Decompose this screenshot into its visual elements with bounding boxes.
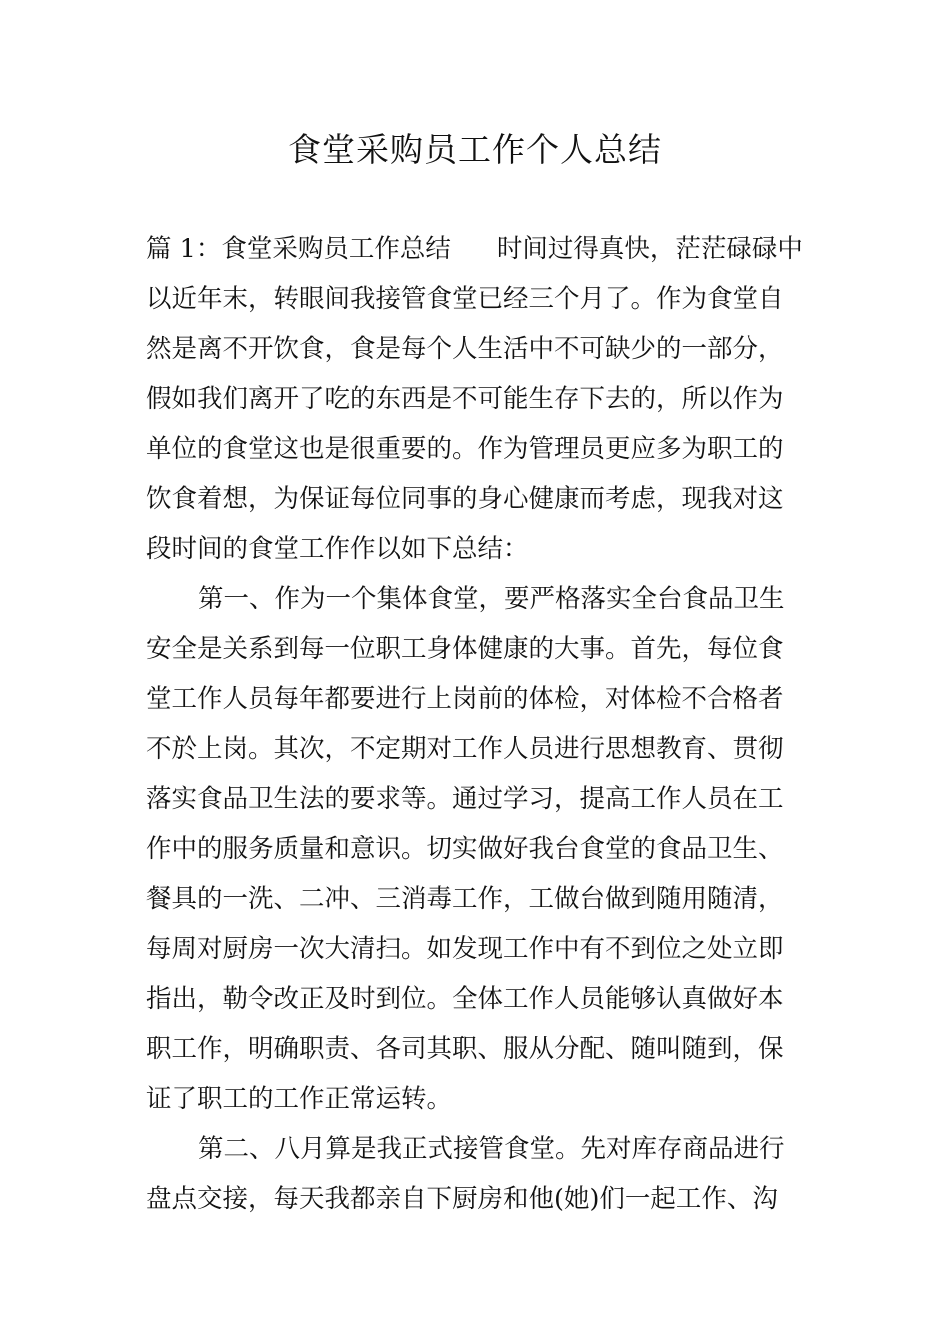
paragraph-first-line: 第一、作为一个集体食堂，要严格落实全台食品卫生 <box>198 584 785 614</box>
text-line: 职工作，明确职责、各司其职、服从分配、随叫随到，保 <box>146 1034 784 1064</box>
text-line: 作中的服务质量和意识。切实做好我台食堂的食品卫生、 <box>146 834 784 864</box>
text-line: 安全是关系到每一位职工身体健康的大事。首先，每位食 <box>146 634 784 664</box>
document-body <box>146 224 806 1224</box>
text-line: 不於上岗。其次，不定期对工作人员进行思想教育、贯彻 <box>146 734 784 764</box>
text-line: 落实食品卫生法的要求等。通过学习，提高工作人员在工 <box>146 784 784 814</box>
section-intro: 时间过得真快，茫茫碌碌中 <box>496 234 803 264</box>
paragraph-first-line: 第二、八月算是我正式接管食堂。先对库存商品进行 <box>198 1134 785 1164</box>
text-line <box>146 224 806 274</box>
text-line: 证了职工的工作正常运转。 <box>146 1084 453 1114</box>
text-line: 以近年末，转眼间我接管食堂已经三个月了。作为食堂自 <box>146 284 784 314</box>
document-title: 食堂采购员工作个人总结 <box>288 130 662 169</box>
text-line: 段时间的食堂工作作以如下总结： <box>146 534 529 564</box>
text-line: 单位的食堂这也是很重要的。作为管理员更应多为职工的 <box>146 434 784 464</box>
text-line: 指出，勒令改正及时到位。全体工作人员能够认真做好本 <box>146 984 784 1014</box>
text-line: 每周对厨房一次大清扫。如发现工作中有不到位之处立即 <box>146 934 784 964</box>
section-label: 篇 1：食堂采购员工作总结 <box>146 234 451 264</box>
text-line: 堂工作人员每年都要进行上岗前的体检，对体检不合格者 <box>146 684 784 714</box>
text-line: 饮食着想，为保证每位同事的身心健康而考虑，现我对这 <box>146 484 784 514</box>
text-line: 盘点交接，每天我都亲自下厨房和他(她)们一起工作、沟 <box>146 1184 778 1214</box>
text-line: 餐具的一洗、二冲、三消毒工作，工做台做到随用随清， <box>146 884 784 914</box>
text-line: 然是离不开饮食，食是每个人生活中不可缺少的一部分， <box>146 334 784 364</box>
text-line: 假如我们离开了吃的东西是不可能生存下去的，所以作为 <box>146 384 784 414</box>
